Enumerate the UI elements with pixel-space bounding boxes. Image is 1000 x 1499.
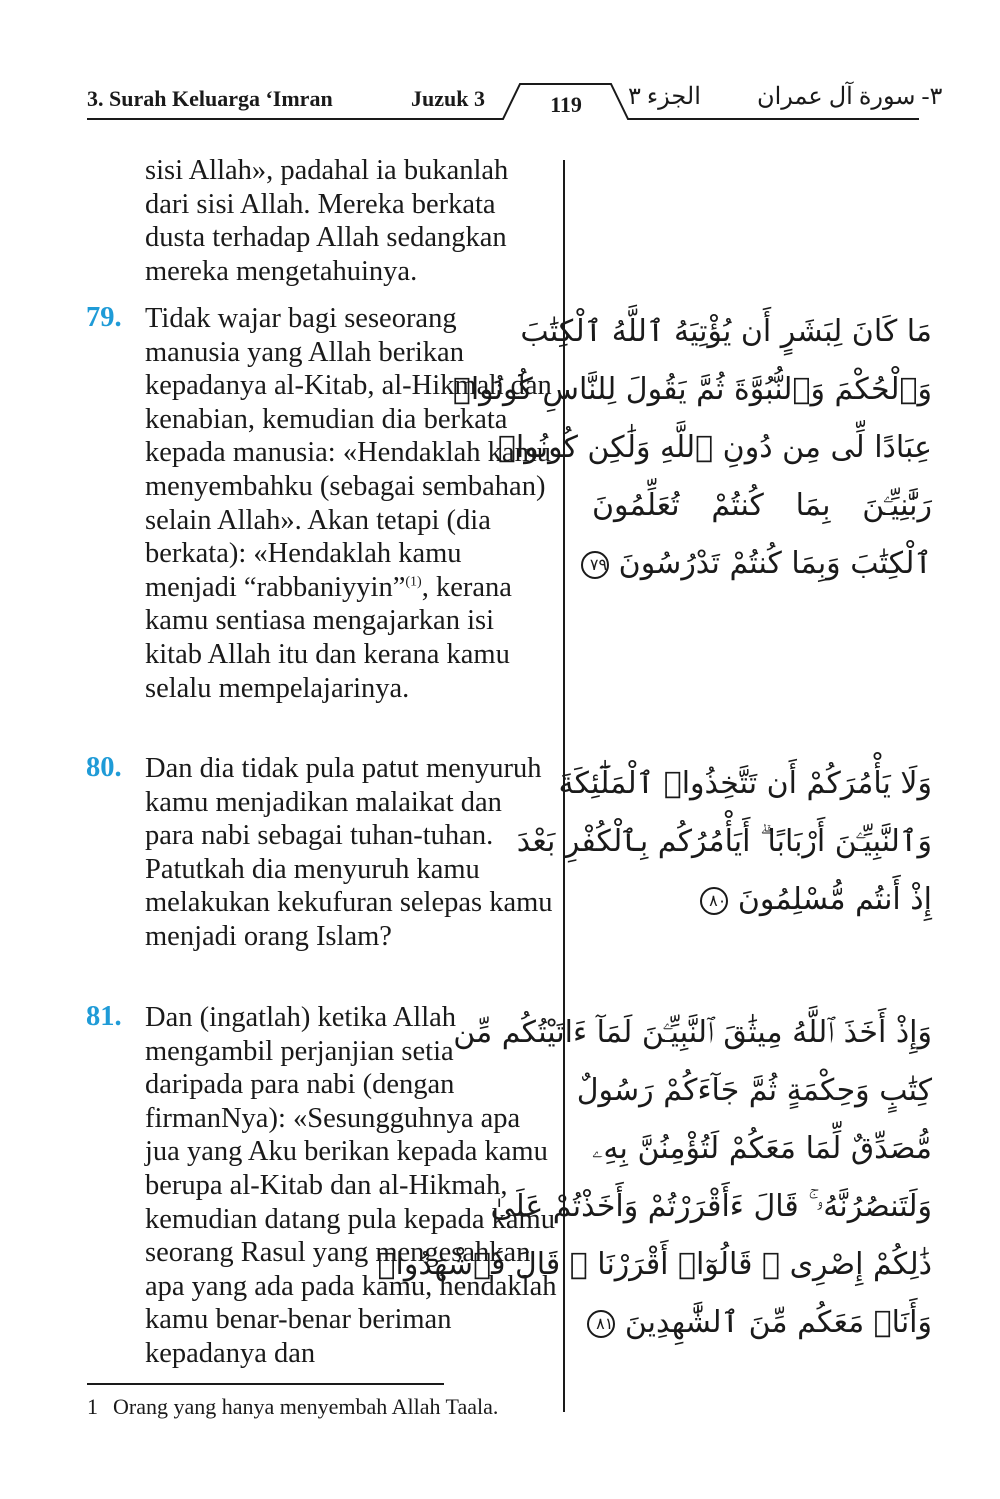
verse-text-80: Dan dia tidak pula patut menyuruh kamu menjadikan malaikat dan para nabi sebagai tuhan-tuhan. Patutkah dia menyuruh kamu melakukan kekufuran selepas kamu menjadi orang Islam?: [145, 753, 553, 952]
arabic-verse-80: [516, 755, 932, 929]
verse-text-81: Dan (ingatlah) ketika Allah mengambil perjanjian setia daripada para nabi (dengan firmanNya): «Sesungguhnya apa jua yang Aku berikan kepada kamu berupa al-Kitab dan al-Hikmah, kemudian datang pula kepada kamu seorang Rasul yang mengesahkan apa yang ada pada kamu, hendaklah kamu benar-benar beriman kepadanya dan: [145, 1002, 557, 1369]
continuation-paragraph: sisi Allah», padahal ia bukanlah dari sisi Allah. Mereka berkata dusta terhadap Allah sedangkan mereka mengetahuinya.: [145, 155, 509, 287]
header-juz-arabic: الجزء ٣: [628, 84, 701, 110]
arabic-line: كِتَٰبٍ وَحِكْمَةٍ ثُمَّ جَآءَكُمْ رَسُولٌ: [576, 1073, 932, 1108]
arabic-verse-81: [377, 1004, 932, 1352]
arabic-verse-79: [452, 303, 932, 593]
arabic-line-last: [592, 871, 932, 929]
verse-end-marker: ٨٠: [700, 887, 728, 915]
arabic-line-last: [592, 1294, 932, 1352]
arabic-line: وَلَا يَأْمُرَكُمْ أَن تَتَّخِذُوا۟ ٱلْمَلَٰٓئِكَةَ: [558, 766, 932, 801]
arabic-line: عِبَادًا لِّى مِن دُونِ ٱللَّهِ وَلَٰكِن كُونُوا۟: [497, 430, 932, 465]
footnote-rule: [87, 1383, 444, 1385]
verse-number-80: 80.: [86, 752, 122, 783]
arabic-line: وَٱلنَّبِيِّـۧنَ أَرْبَابًا ۗ أَيَأْمُرُكُم بِٱلْكُفْرِ بَعْدَ: [516, 824, 932, 859]
arabic-line-text: وَأَنَا۠ مَعَكُم مِّنَ ٱلشَّٰهِدِينَ: [624, 1305, 932, 1340]
header-juzuk: Juzuk 3: [411, 86, 485, 111]
verse-79-text-part1: Tidak wajar bagi seseorang manusia yang Allah berikan kepadanya al-Kitab, al-Hikmah dan kenabian, kemudian dia berkata kepada manusia: «Hendaklah kamu menyembahku (sebagai sembahan) selain Allah». Akan tetapi (dia berkata): «Hendaklah kamu menjadi “rabbaniyyin”: [145, 303, 552, 603]
header-surah-arabic: ٣- سورة آل عمران: [757, 84, 943, 110]
footnote: [87, 1394, 498, 1420]
arabic-line: وَلَتَنصُرُنَّهُۥ ۚ قَالَ ءَأَقْرَرْتُمْ وَأَخَذْتُمْ عَلَىٰ: [490, 1189, 932, 1224]
arabic-line: مَا كَانَ لِبَشَرٍ أَن يُؤْتِيَهُ ٱللَّهُ ٱلْكِتَٰبَ: [520, 314, 932, 349]
arabic-line: مُّصَدِّقٌ لِّمَا مَعَكُمْ لَتُؤْمِنُنَّ بِهِۦ: [592, 1131, 932, 1166]
arabic-line: رَبَّٰنِيِّـۧنَ بِمَا كُنتُمْ تُعَلِّمُونَ: [592, 488, 932, 523]
arabic-line-text: إِذْ أَنتُم مُّسْلِمُونَ: [737, 882, 932, 917]
arabic-line: ذَٰلِكُمْ إِصْرِى ۖ قَالُوٓا۟ أَقْرَرْنَا ۚ قَالَ فَٱشْهَدُوا۟: [377, 1247, 932, 1282]
verse-number-81: 81.: [86, 1001, 122, 1032]
arabic-line: وَٱلْحُكْمَ وَٱلنُّبُوَّةَ ثُمَّ يَقُولَ لِلنَّاسِ كُونُوا۟: [452, 372, 932, 407]
verse-end-marker: ٧٩: [581, 551, 609, 579]
arabic-line-text: ٱلْكِتَٰبَ وَبِمَا كُنتُمْ تَدْرُسُونَ: [618, 546, 932, 581]
footnote-text: Orang yang hanya menyembah Allah Taala.: [113, 1394, 499, 1419]
header-surah-title: 3. Surah Keluarga ‘Imran: [87, 86, 333, 111]
footnote-number: 1: [87, 1394, 98, 1419]
verse-number-79: 79.: [86, 302, 122, 333]
verse-79-text-part2: , kerana kamu sentiasa mengajarkan isi kitab Allah itu dan kerana kamu selalu mempelajarinya.: [145, 571, 512, 704]
page-number: 119: [550, 92, 582, 117]
arabic-line-last: [589, 535, 932, 593]
footnote-marker[interactable]: (1): [405, 574, 422, 590]
verse-end-marker: ٨١: [587, 1310, 615, 1338]
arabic-line: وَإِذْ أَخَذَ ٱللَّهُ مِيثَٰقَ ٱلنَّبِيِّـۧنَ لَمَآ ءَاتَيْتُكُم مِّن: [453, 1015, 932, 1050]
